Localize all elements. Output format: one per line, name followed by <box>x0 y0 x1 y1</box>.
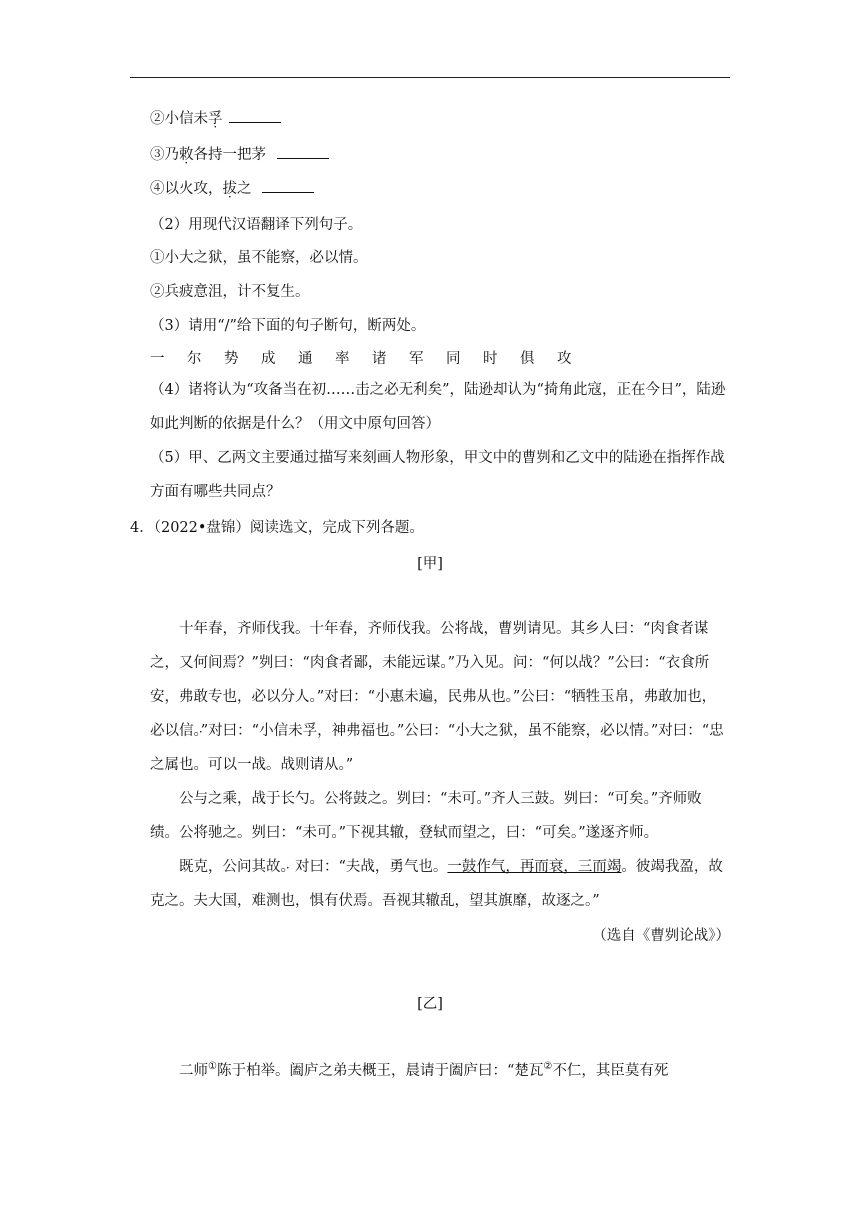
dotted-char: 孚 <box>208 111 223 127</box>
q1-item-2: ②小信未孚 <box>150 108 281 129</box>
passage-source: （选自《曹刿论战》） <box>592 928 730 944</box>
q1-item-3: ③乃敕各持一把茅 <box>150 144 329 165</box>
header-rule <box>130 77 730 78</box>
q2-sentence-1: ①小大之狱，虽不能察，必以情。 <box>150 250 368 266</box>
jia-paragraph-3: 既克，公问其故 ·。对曰：“夫战，勇气也。一鼓作气，再而衰，三而竭。彼竭我盈，故克之。夫大国，难测也，惧有伏焉。吾视其辙乱，望其旗靡，故逐之。” <box>150 850 730 918</box>
q2-prompt: （2）用现代汉语翻译下列句子。 <box>150 217 363 233</box>
q1-item-4: ④以火攻，拔之 <box>150 178 314 199</box>
q3-chars: 一 尔 势 成 通 率 诸 军 同 时 俱 攻 <box>150 351 572 367</box>
question-4-title: 4．（2022•盘锦）阅读选文，完成下列各题。 <box>130 520 424 536</box>
passage-jia-label: [甲] <box>417 556 443 572</box>
footnote-marker: ① <box>208 1061 217 1072</box>
dotted-char: 敕 <box>179 147 194 163</box>
answer-blank[interactable] <box>262 178 314 193</box>
answer-blank[interactable] <box>277 144 329 159</box>
passage-yi-label: [乙] <box>417 996 443 1012</box>
yi-paragraph-1: 二师①陈于柏举。阖庐之弟夫概王，晨请于阖庐曰：“楚瓦②不仁，其臣莫有死 <box>179 1061 669 1079</box>
underlined-sentence: 一鼓作气，再而衰，三而竭 <box>447 859 622 875</box>
q4-prompt: （4）诸将认为“攻备当在初……击之必无利矣”，陆逊却认为“掎角此寇，正在今日”，陆逊如此判断的依据是什么？（用文中原句回答） <box>150 382 726 432</box>
footnote-marker: ② <box>543 1061 553 1072</box>
dotted-char: 故 · <box>266 859 281 875</box>
dotted-char: 拔 <box>222 181 237 197</box>
dotted-char: 信 · <box>179 723 194 739</box>
q3-prompt: （3）请用“/”给下面的句子断句，断两处。 <box>150 318 426 334</box>
jia-paragraph-1: 十年春，齐师伐我。十年春，齐师伐我。公将战，曹刿请见。其乡人曰：“肉食者谋之，又何间焉？”刿曰：“肉食者鄙，未能远谋。”乃入见。问：“何以战？”公曰：“衣食所安，弗敢专也，必以分人。”对曰：“小惠未遍，民弗从也。”公曰：“牺牲玉帛，弗敢加也，必以信 ·。”对曰：“小信未孚，神弗福也。”公曰：“小大之狱，虽不能察，必以情。”对曰：“忠之属也。可以一战。战则请从。” <box>150 612 730 782</box>
q5-prompt: （5）甲、乙两文主要通过描写来刻画人物形象，甲文中的曹刿和乙文中的陆逊在指挥作战方面有哪些共同点？ <box>150 450 725 500</box>
jia-paragraph-2: 公与之乘，战于长勺。公将鼓之。刿曰：“未可。”齐人三鼓。刿曰：“可矣。”齐师败绩。公将驰之。刿曰：“未可。”下视其辙，登轼而望之，曰：“可矣。”遂逐齐师。 <box>150 791 702 841</box>
q2-sentence-2: ②兵疲意沮，计不复生。 <box>150 284 310 300</box>
answer-blank[interactable] <box>229 108 281 123</box>
